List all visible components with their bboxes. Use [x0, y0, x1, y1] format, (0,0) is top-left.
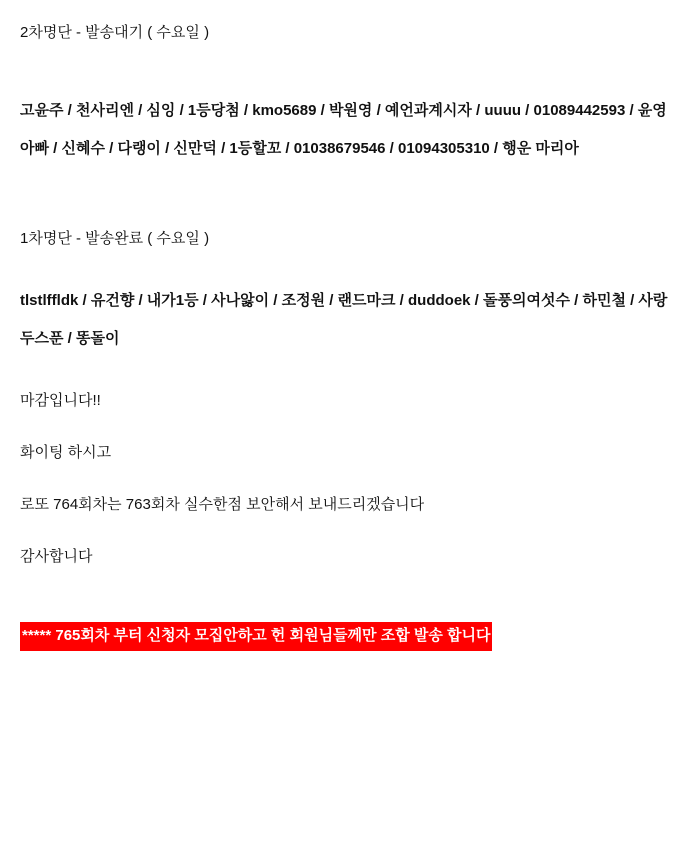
names-second-batch: 고윤주 / 천사리엔 / 심잉 / 1등당첨 / kmo5689 / 박원영 / 예언과계시자 / uuuu / 01089442593 / 윤영아빠 / 신혜수 / 다랭이 / 신만덕 / 1등할꼬 / 01038679546 / 01094305310 / 행운 마리아	[20, 102, 667, 157]
spacer	[20, 524, 671, 538]
heading-first-batch: 1차명단 - 발송완료 ( 수요일 )	[20, 230, 210, 247]
spacer	[20, 576, 671, 616]
closing-notice: 마감입니다!!	[20, 392, 101, 409]
spacer	[20, 420, 671, 434]
names-first-batch: tlstlffldk / 유건향 / 내가1등 / 사나앓이 / 조정원 / 랜드마크 / duddoek / 돌풍의여섯수 / 하민철 / 사랑두스푼 / 똥돌이	[20, 292, 668, 347]
cheer-line: 화이팅 하시고	[20, 444, 112, 461]
membership-notice-banner: ***** 765회차 부터 신청자 모집안하고 헌 회원님들께만 조합 발송 합니다	[20, 622, 492, 651]
heading-second-batch: 2차명단 - 발송대기 ( 수요일 )	[20, 24, 210, 41]
spacer	[20, 258, 671, 282]
spacer	[20, 472, 671, 486]
spacer	[20, 52, 671, 92]
membership-notice-banner-wrap	[20, 622, 671, 651]
thanks-line: 감사합니다	[20, 548, 93, 565]
lotto-round-notice: 로또 764회차는 763회차 실수한점 보안해서 보내드리겠습니다	[20, 496, 425, 513]
spacer	[20, 168, 671, 220]
spacer	[20, 358, 671, 382]
